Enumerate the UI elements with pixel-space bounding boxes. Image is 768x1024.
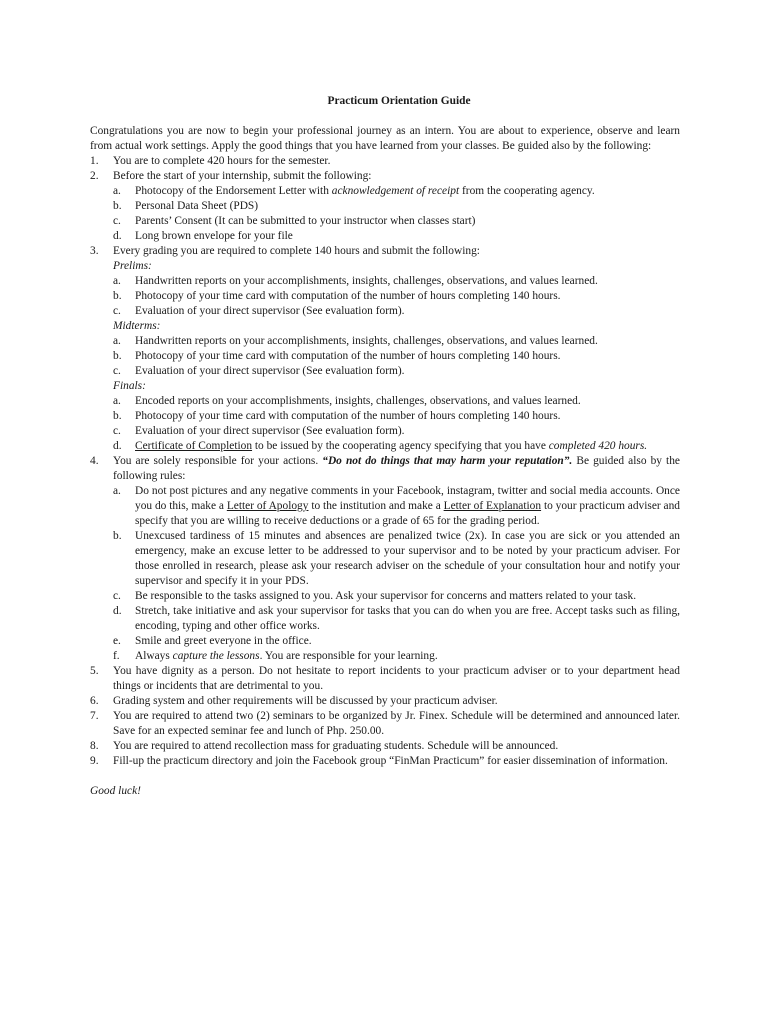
sub-item xyxy=(113,394,680,409)
sub-item xyxy=(113,649,680,664)
sub-item-letter: d. xyxy=(113,230,122,242)
guide-list xyxy=(90,154,680,769)
list-item-5 xyxy=(90,664,680,694)
item-text: You are required to attend two (2) seminars to be organized by Jr. Finex. Schedule will be determined and announced later. Save for an expected seminar fee and lunch of Php. 250.00. xyxy=(113,710,680,737)
sub-item xyxy=(113,604,680,634)
sub-item-letter: b. xyxy=(113,200,122,212)
emphasis-text: capture the lessons xyxy=(172,650,260,662)
sub-item-text: Photocopy of your time card with computation of the number of hours completing 140 hours. xyxy=(135,410,561,422)
sub-item-text: Long brown envelope for your file xyxy=(135,230,293,242)
letter-of-apology-text: Letter of Apology xyxy=(226,500,309,512)
letter-of-explanation-text: Letter of Explanation xyxy=(443,500,542,512)
sub-item-letter: c. xyxy=(113,425,121,437)
sub-item-letter: e. xyxy=(113,635,121,647)
sub-item-text: . You are responsible for your learning. xyxy=(259,650,438,662)
sub-item-text: to be issued by the cooperating agency specifying that you have xyxy=(252,440,549,452)
sub-item-letter: d. xyxy=(113,605,122,617)
sub-item-text: Photocopy of your time card with computation of the number of hours completing 140 hours. xyxy=(135,290,561,302)
sub-item-letter: a. xyxy=(113,185,121,197)
sub-item-text: Be responsible to the tasks assigned to you. Ask your supervisor for concerns and matters related to your task. xyxy=(135,590,637,602)
sub-item xyxy=(113,409,680,424)
item-text: Before the start of your internship, submit the following: xyxy=(113,170,372,182)
prelims-heading: Prelims: xyxy=(113,260,152,272)
rules-list xyxy=(113,484,680,664)
item-number: 2. xyxy=(90,170,99,182)
sub-item-letter: a. xyxy=(113,485,121,497)
sub-item-text: to the institution and make a xyxy=(308,500,444,512)
midterms-heading: Midterms: xyxy=(113,320,161,332)
sub-item xyxy=(113,589,680,604)
list-item-1 xyxy=(90,154,680,169)
midterms-list xyxy=(113,334,680,379)
finals-list xyxy=(113,394,680,454)
sub-item-letter: c. xyxy=(113,305,121,317)
sub-item-text: Handwritten reports on your accomplishments, insights, challenges, observations, and values learned. xyxy=(135,275,598,287)
sub-item xyxy=(113,634,680,649)
item-number: 9. xyxy=(90,755,99,767)
sub-item-letter: b. xyxy=(113,530,122,542)
item-number: 6. xyxy=(90,695,99,707)
prelims-list xyxy=(113,274,680,319)
item-text: You are solely responsible for your actions. xyxy=(113,455,323,467)
item-text: You are required to attend recollection mass for graduating students. Schedule will be announced. xyxy=(113,740,559,752)
sub-item-letter: c. xyxy=(113,590,121,602)
sub-item-text: Evaluation of your direct supervisor (See evaluation form). xyxy=(135,425,405,437)
sub-item xyxy=(113,184,680,199)
sub-item-text: from the cooperating agency. xyxy=(459,185,595,197)
sub-item-text: Always xyxy=(135,650,173,662)
sub-item-text: Unexcused tardiness of 15 minutes and absences are penalized twice (2x). In case you are sick or you attended an emergency, make an excuse letter to be addressed to your supervisor and to be noted by your practicum adviser. For those enrolled in research, please ask your research adviser on the schedule of your consultation hour and notify your supervisor and specify it in your PDS. xyxy=(135,530,680,587)
sub-item xyxy=(113,529,680,589)
reputation-quote: “Do not do things that may harm your reputation”. xyxy=(322,455,573,467)
item-number: 5. xyxy=(90,665,99,677)
emphasis-text: acknowledgement of receipt xyxy=(331,185,460,197)
sub-item xyxy=(113,274,680,289)
item-number: 3. xyxy=(90,245,99,257)
sub-item xyxy=(113,199,680,214)
list-item-4 xyxy=(90,454,680,664)
sub-item-letter: c. xyxy=(113,215,121,227)
list-item-8 xyxy=(90,739,680,754)
item-number: 7. xyxy=(90,710,99,722)
intro-paragraph: Congratulations you are now to begin your professional journey as an intern. You are about to experience, observe and learn from actual work settings. Apply the good things that you have learned from your classes. Be guided also by the following: xyxy=(90,125,680,152)
sub-item xyxy=(113,424,680,439)
item-text: Be guided also by the following rules: xyxy=(113,455,680,482)
sub-item-text: Photocopy of the Endorsement Letter with xyxy=(135,185,332,197)
item-text: You have dignity as a person. Do not hesitate to report incidents to your practicum adviser or to your department head things or incidents that are detrimental to you. xyxy=(113,665,680,692)
sub-item-letter: d. xyxy=(113,440,122,452)
sub-item-text: Photocopy of your time card with computation of the number of hours completing 140 hours. xyxy=(135,350,561,362)
item-text: Every grading you are required to complete 140 hours and submit the following: xyxy=(113,245,480,257)
sub-item xyxy=(113,334,680,349)
sub-item-letter: b. xyxy=(113,290,122,302)
list-item-9 xyxy=(90,754,680,769)
list-item-3 xyxy=(90,244,680,454)
sub-item-letter: a. xyxy=(113,395,121,407)
sub-item xyxy=(113,364,680,379)
sub-item-letter: b. xyxy=(113,410,122,422)
item-number: 8. xyxy=(90,740,99,752)
sub-list xyxy=(113,184,680,244)
sub-item-letter: f. xyxy=(113,650,120,662)
sub-item xyxy=(113,439,680,454)
sub-item-letter: c. xyxy=(113,365,121,377)
list-item-6 xyxy=(90,694,680,709)
item-number: 4. xyxy=(90,455,99,467)
certificate-of-completion-text: Certificate of Completion xyxy=(135,440,253,452)
sub-item-letter: a. xyxy=(113,335,121,347)
closing-text: Good luck! xyxy=(90,785,141,797)
finals-heading: Finals: xyxy=(113,380,146,392)
list-item-7 xyxy=(90,709,680,739)
list-item-2 xyxy=(90,169,680,244)
sub-item xyxy=(113,484,680,529)
sub-item xyxy=(113,349,680,364)
sub-item-text: Evaluation of your direct supervisor (See evaluation form). xyxy=(135,305,405,317)
sub-item-text: Encoded reports on your accomplishments, insights, challenges, observations, and values learned. xyxy=(135,395,581,407)
sub-item-text: Smile and greet everyone in the office. xyxy=(135,635,312,647)
sub-item-letter: a. xyxy=(113,275,121,287)
page-title: Practicum Orientation Guide xyxy=(327,95,471,107)
sub-item-text: Stretch, take initiative and ask your supervisor for tasks that you can do when you are free. Accept tasks such as filing, encoding, typing and other office works. xyxy=(135,605,680,632)
item-text: You are to complete 420 hours for the semester. xyxy=(113,155,331,167)
sub-item-text: to your practicum adviser and specify that you are willing to receive deductions or a grade of 65 for the grading period. xyxy=(135,500,680,527)
sub-item xyxy=(113,304,680,319)
emphasis-text: completed 420 hours. xyxy=(548,440,648,452)
item-text: Fill-up the practicum directory and join the Facebook group “FinMan Practicum” for easier dissemination of information. xyxy=(113,755,668,767)
sub-item-letter: b. xyxy=(113,350,122,362)
sub-item-text: Personal Data Sheet (PDS) xyxy=(135,200,259,212)
item-number: 1. xyxy=(90,155,99,167)
sub-item xyxy=(113,289,680,304)
item-text: Grading system and other requirements will be discussed by your practicum adviser. xyxy=(113,695,498,707)
sub-item xyxy=(113,229,680,244)
sub-item-text: Do not post pictures and any negative comments in your Facebook, instagram, twitter and social media accounts. Once you do this, make a xyxy=(135,485,680,512)
sub-item-text: Parents’ Consent (It can be submitted to your instructor when classes start) xyxy=(135,215,476,227)
sub-item-text: Handwritten reports on your accomplishments, insights, challenges, observations, and values learned. xyxy=(135,335,598,347)
sub-item xyxy=(113,214,680,229)
sub-item-text: Evaluation of your direct supervisor (See evaluation form). xyxy=(135,365,405,377)
